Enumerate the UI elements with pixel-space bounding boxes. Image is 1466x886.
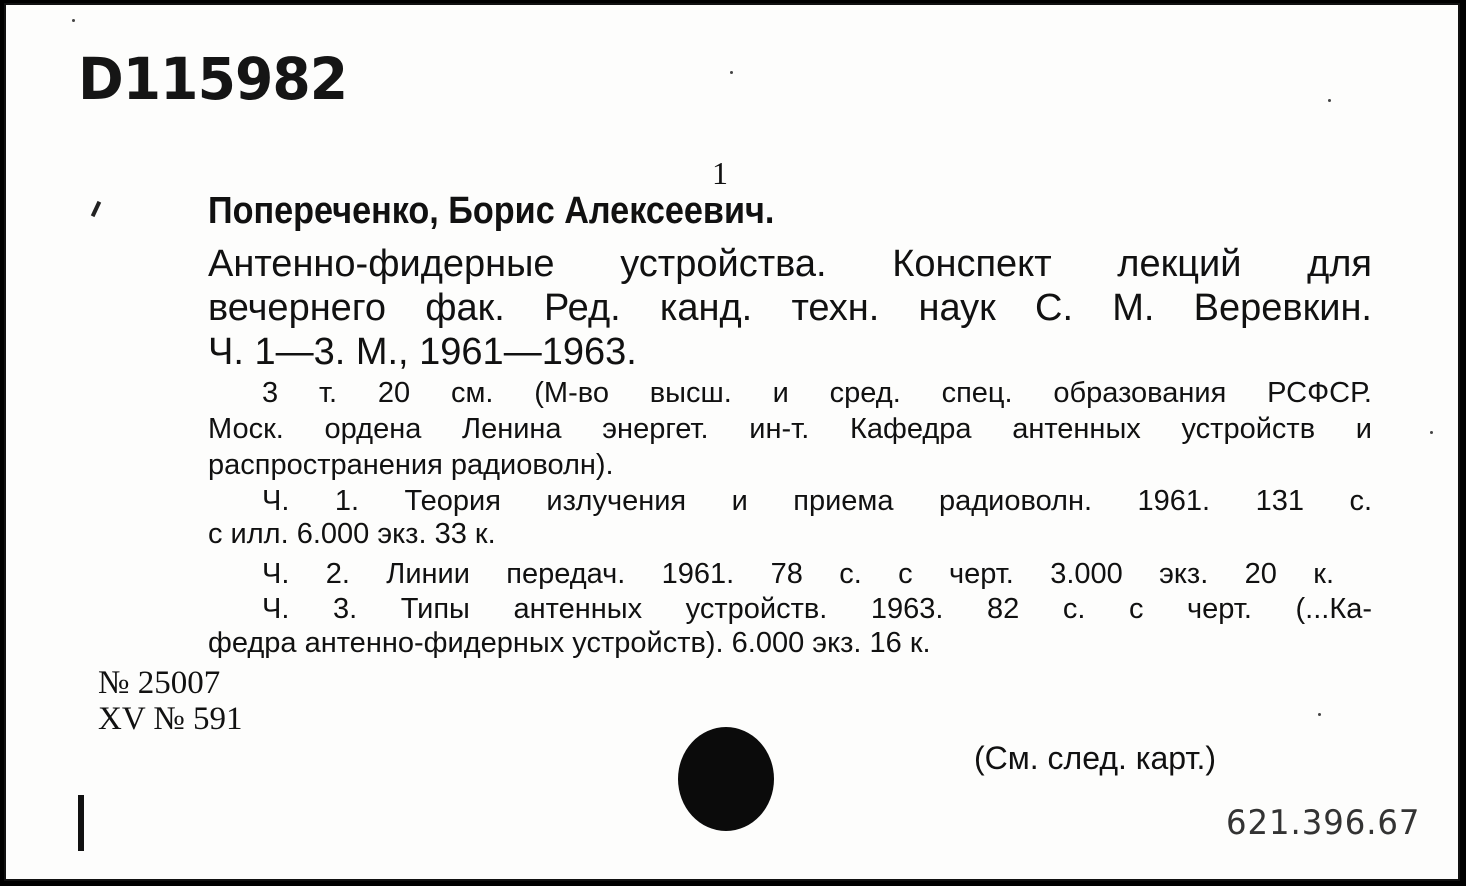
author-heading: Попереченко, Борис Алексеевич.: [208, 190, 775, 232]
part-3-line: федра антенно-фидерных устройств). 6.000 экз. 16 к.: [208, 627, 931, 659]
dust-speck: [72, 19, 75, 22]
dust-speck: [1328, 99, 1331, 102]
classification-number: 621.396.67: [1226, 803, 1421, 843]
continued-note: (См. след. карт.): [974, 740, 1217, 776]
part-3-line: Ч. 3. Типы антенных устройств. 1963. 82 с. с черт. (...Ка-: [262, 593, 1372, 625]
title-line: Антенно-фидерные устройства. Конспект лекций для: [208, 243, 1372, 285]
description-line: распространения радиоволн).: [208, 449, 614, 481]
shelf-number: XV № 591: [98, 701, 243, 737]
part-1-line: с илл. 6.000 экз. 33 к.: [208, 518, 496, 550]
punch-hole: [678, 727, 774, 831]
title-line: Ч. 1—3. М., 1961—1963.: [208, 331, 637, 373]
margin-tick-mark: [91, 201, 101, 217]
catalog-card: [4, 3, 1460, 881]
dust-speck: [1318, 713, 1321, 716]
title-line: вечернего фак. Ред. канд. техн. наук С. М. Веревкин.: [208, 287, 1372, 329]
dust-speck: [730, 71, 733, 74]
description-line: 3 т. 20 см. (М-во высш. и сред. спец. образования РСФСР.: [262, 377, 1372, 409]
margin-bar-mark: [78, 795, 84, 851]
accession-number: № 25007: [98, 665, 221, 701]
description-line: Моск. ордена Ленина энергет. ин-т. Кафедра антенных устройств и: [208, 413, 1372, 445]
dust-speck: [1430, 431, 1433, 434]
inventory-number: D115982: [78, 45, 348, 113]
part-2-line: Ч. 2. Линии передач. 1961. 78 с. с черт. 3.000 экз. 20 к.: [262, 558, 1334, 590]
card-sequence-number: 1: [712, 155, 728, 191]
part-1-line: Ч. 1. Теория излучения и приема радиоволн. 1961. 131 с.: [262, 485, 1372, 517]
